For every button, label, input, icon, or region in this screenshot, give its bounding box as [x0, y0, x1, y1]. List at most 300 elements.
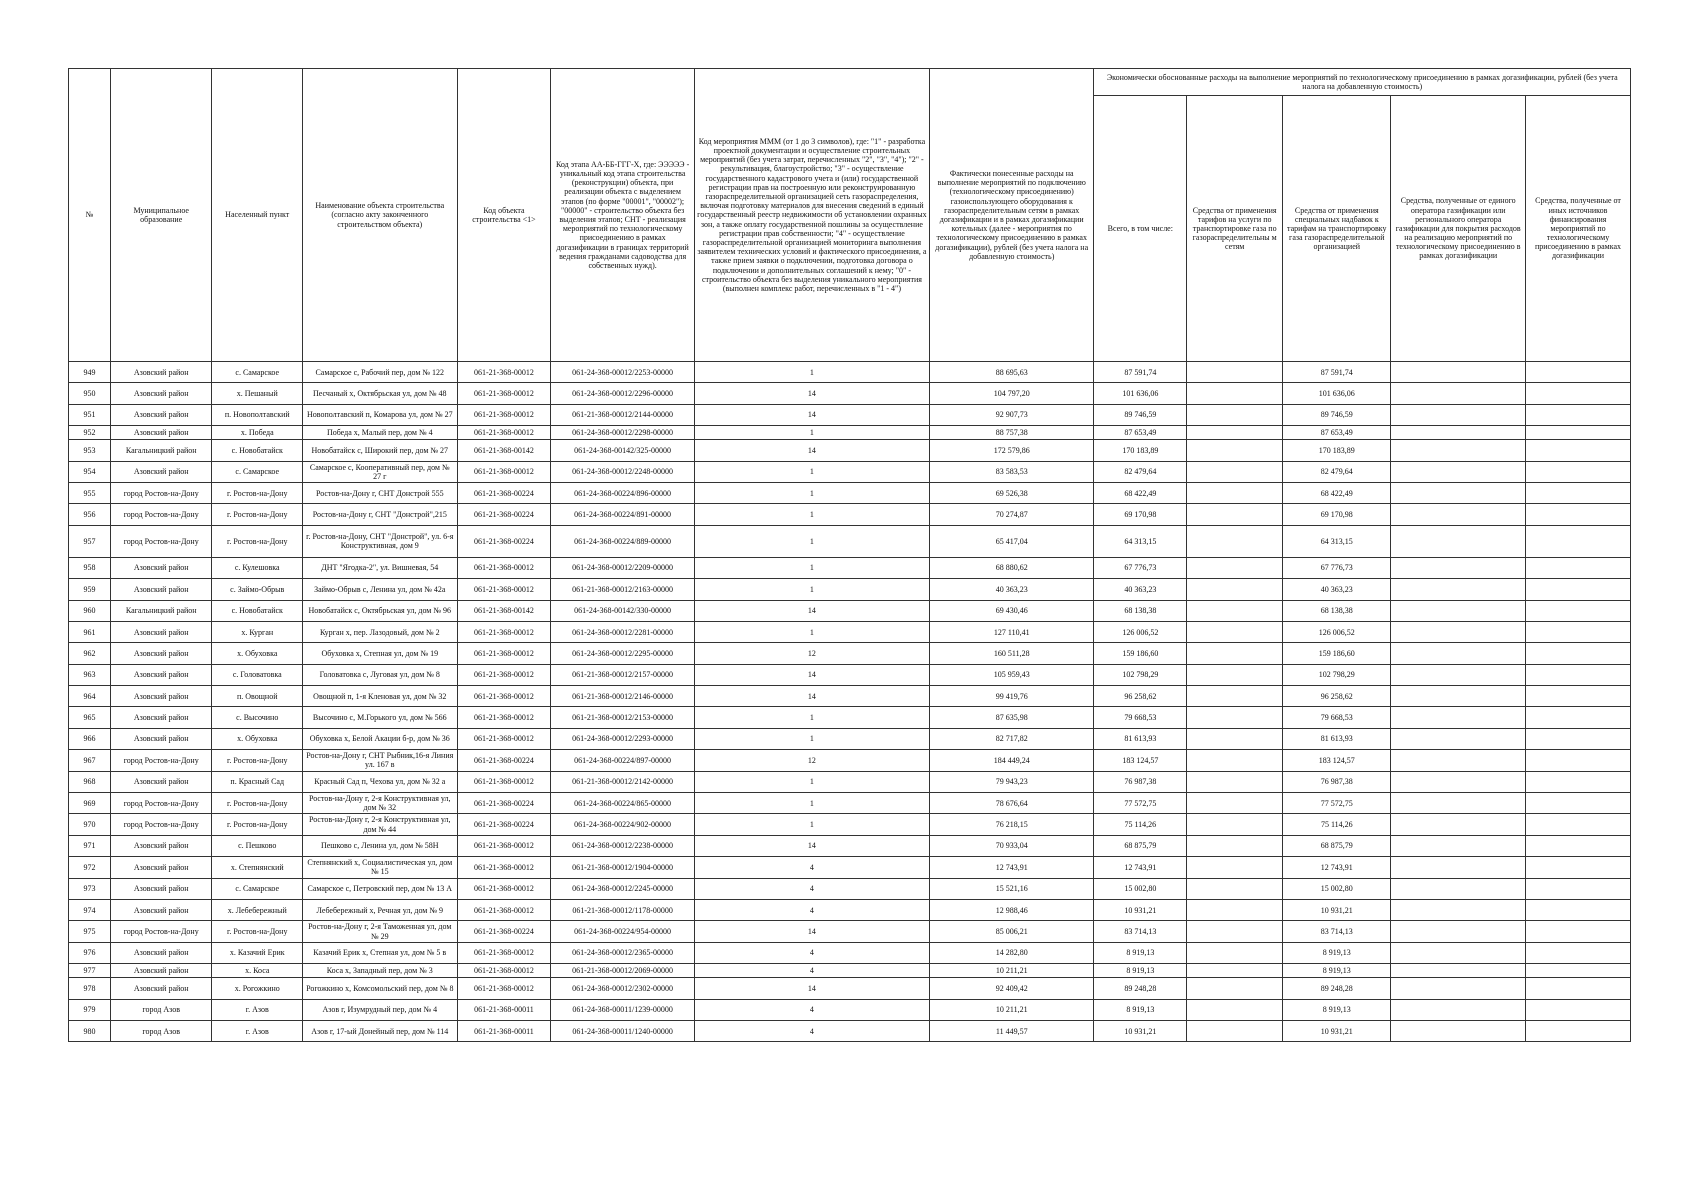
operator-funds-cell	[1391, 461, 1526, 482]
stage-code-cell: 061-24-368-00224/896-00000	[551, 482, 695, 503]
actual-costs-cell: 68 880,62	[929, 557, 1093, 578]
actual-costs-cell: 15 521,16	[929, 878, 1093, 899]
other-funds-cell	[1526, 621, 1631, 642]
actual-costs-cell: 12 988,46	[929, 899, 1093, 920]
surcharge-funds-cell: 87 653,49	[1283, 426, 1391, 440]
operator-funds-cell	[1391, 728, 1526, 749]
municipality-cell: город Ростов-на-Дону	[110, 482, 212, 503]
settlement-cell: п. Овощной	[212, 686, 303, 707]
table-row	[69, 557, 1631, 578]
settlement-cell: г. Ростов-на-Дону	[212, 750, 303, 771]
row-number: 960	[69, 600, 111, 621]
header-group-title: Экономически обоснованные расходы на выполнение мероприятий по технологическому присоединению в рамках догазификации, рублей (без учета налога на добавленную стоимость)	[1094, 69, 1631, 96]
row-number: 950	[69, 383, 111, 404]
other-funds-cell	[1526, 383, 1631, 404]
object-code-cell: 061-21-368-00012	[457, 686, 551, 707]
operator-funds-cell	[1391, 643, 1526, 664]
municipality-cell: Азовский район	[110, 686, 212, 707]
operator-funds-cell	[1391, 999, 1526, 1020]
surcharge-funds-cell: 75 114,26	[1283, 814, 1391, 835]
object-code-cell: 061-21-368-00012	[457, 878, 551, 899]
actual-costs-cell: 70 933,04	[929, 835, 1093, 856]
object-code-cell: 061-21-368-00012	[457, 899, 551, 920]
tariff-funds-cell	[1187, 899, 1283, 920]
measure-code-cell: 14	[694, 440, 929, 461]
actual-costs-cell: 12 743,91	[929, 857, 1093, 878]
actual-costs-cell: 76 218,15	[929, 814, 1093, 835]
table-row	[69, 707, 1631, 728]
tariff-funds-cell	[1187, 525, 1283, 557]
tariff-funds-cell	[1187, 686, 1283, 707]
object-code-cell: 061-21-368-00224	[457, 525, 551, 557]
total-cell: 8 919,13	[1094, 964, 1187, 978]
object-name-cell: Самарское с, Петровский пер, дом № 13 А	[303, 878, 458, 899]
object-name-cell: Новобатайск с, Октябрьская ул, дом № 96	[303, 600, 458, 621]
tariff-funds-cell	[1187, 978, 1283, 999]
measure-code-cell: 1	[694, 461, 929, 482]
actual-costs-cell: 88 695,63	[929, 362, 1093, 383]
tariff-funds-cell	[1187, 426, 1283, 440]
measure-code-cell: 14	[694, 404, 929, 425]
object-code-cell: 061-21-368-00011	[457, 1020, 551, 1041]
row-number: 972	[69, 857, 111, 878]
surcharge-funds-cell: 89 248,28	[1283, 978, 1391, 999]
object-name-cell: Обуховка х, Степная ул, дом № 19	[303, 643, 458, 664]
actual-costs-cell: 40 363,23	[929, 579, 1093, 600]
row-number: 976	[69, 942, 111, 963]
settlement-cell: с. Новобатайск	[212, 440, 303, 461]
row-number: 959	[69, 579, 111, 600]
municipality-cell: Азовский район	[110, 557, 212, 578]
operator-funds-cell	[1391, 404, 1526, 425]
tariff-funds-cell	[1187, 728, 1283, 749]
settlement-cell: п. Новополтавский	[212, 404, 303, 425]
object-name-cell: Коса х, Западный пер, дом № 3	[303, 964, 458, 978]
total-cell: 10 931,21	[1094, 899, 1187, 920]
total-cell: 126 006,52	[1094, 621, 1187, 642]
object-code-cell: 061-21-368-00012	[457, 964, 551, 978]
row-number: 978	[69, 978, 111, 999]
other-funds-cell	[1526, 793, 1631, 814]
stage-code-cell: 061-24-368-00012/2248-00000	[551, 461, 695, 482]
tariff-funds-cell	[1187, 664, 1283, 685]
settlement-cell: х. Обуховка	[212, 643, 303, 664]
measure-code-cell: 1	[694, 771, 929, 792]
stage-code-cell: 061-24-368-00012/2302-00000	[551, 978, 695, 999]
table-row	[69, 482, 1631, 503]
operator-funds-cell	[1391, 771, 1526, 792]
surcharge-funds-cell: 81 613,93	[1283, 728, 1391, 749]
actual-costs-cell: 92 409,42	[929, 978, 1093, 999]
object-name-cell: Самарское с, Кооперативный пер, дом № 27 г	[303, 461, 458, 482]
municipality-cell: Азовский район	[110, 899, 212, 920]
measure-code-cell: 12	[694, 750, 929, 771]
other-funds-cell	[1526, 504, 1631, 525]
municipality-cell: Азовский район	[110, 942, 212, 963]
table-row	[69, 814, 1631, 835]
measure-code-cell: 1	[694, 482, 929, 503]
operator-funds-cell	[1391, 686, 1526, 707]
operator-funds-cell	[1391, 942, 1526, 963]
other-funds-cell	[1526, 461, 1631, 482]
municipality-cell: Азовский район	[110, 383, 212, 404]
surcharge-funds-cell: 77 572,75	[1283, 793, 1391, 814]
header-num: №	[69, 69, 111, 362]
operator-funds-cell	[1391, 964, 1526, 978]
surcharge-funds-cell: 64 313,15	[1283, 525, 1391, 557]
header-stage-code: Код этапа АА-ББ-ГГГ-Х, где: ЭЭЭЭЭ - уникальный код этапа строительства (реконструкции) объекта, при реализации объекта с выделением этапов (по форме "00001", "00002"); "00000" - строительство объекта без выделения этапов; СНТ - реализация мероприятий по технологическому присоединению в рамках догазификации в границах территорий ведения гражданами садоводства для собственных нужд).	[551, 69, 695, 362]
object-name-cell: Ростов-на-Дону г, СНТ Рыбник,16-я Линия ул. 167 в	[303, 750, 458, 771]
table-row	[69, 600, 1631, 621]
other-funds-cell	[1526, 750, 1631, 771]
total-cell: 64 313,15	[1094, 525, 1187, 557]
tariff-funds-cell	[1187, 643, 1283, 664]
measure-code-cell: 1	[694, 793, 929, 814]
row-number: 977	[69, 964, 111, 978]
actual-costs-cell: 160 511,28	[929, 643, 1093, 664]
object-code-cell: 061-21-368-00012	[457, 557, 551, 578]
stage-code-cell: 061-24-368-00011/1240-00000	[551, 1020, 695, 1041]
object-code-cell: 061-21-368-00012	[457, 362, 551, 383]
object-name-cell: Победа х, Малый пер, дом № 4	[303, 426, 458, 440]
municipality-cell: город Ростов-на-Дону	[110, 525, 212, 557]
measure-code-cell: 1	[694, 362, 929, 383]
actual-costs-cell: 11 449,57	[929, 1020, 1093, 1041]
header-tariff-funds: Средства от применения тарифов на услуги по транспортировке газа по газораспределительны м сетям	[1187, 96, 1283, 362]
total-cell: 159 186,60	[1094, 643, 1187, 664]
operator-funds-cell	[1391, 878, 1526, 899]
object-name-cell: Самарское с, Рабочий пер, дом № 122	[303, 362, 458, 383]
object-code-cell: 061-21-368-00012	[457, 383, 551, 404]
other-funds-cell	[1526, 426, 1631, 440]
tariff-funds-cell	[1187, 793, 1283, 814]
object-name-cell: Высочино с, М.Горького ул, дом № 566	[303, 707, 458, 728]
total-cell: 40 363,23	[1094, 579, 1187, 600]
municipality-cell: Азовский район	[110, 878, 212, 899]
row-number: 971	[69, 835, 111, 856]
tariff-funds-cell	[1187, 579, 1283, 600]
surcharge-funds-cell: 183 124,57	[1283, 750, 1391, 771]
operator-funds-cell	[1391, 440, 1526, 461]
settlement-cell: г. Ростов-на-Дону	[212, 793, 303, 814]
total-cell: 67 776,73	[1094, 557, 1187, 578]
other-funds-cell	[1526, 579, 1631, 600]
other-funds-cell	[1526, 362, 1631, 383]
tariff-funds-cell	[1187, 461, 1283, 482]
municipality-cell: Азовский район	[110, 728, 212, 749]
stage-code-cell: 061-21-368-00012/2153-00000	[551, 707, 695, 728]
actual-costs-cell: 70 274,87	[929, 504, 1093, 525]
object-code-cell: 061-21-368-00224	[457, 814, 551, 835]
row-number: 966	[69, 728, 111, 749]
settlement-cell: п. Красный Сад	[212, 771, 303, 792]
settlement-cell: х. Казачий Ерик	[212, 942, 303, 963]
settlement-cell: с. Самарское	[212, 461, 303, 482]
cost-report-sheet	[68, 68, 1631, 1125]
municipality-cell: Азовский район	[110, 857, 212, 878]
municipality-cell: Азовский район	[110, 978, 212, 999]
object-code-cell: 061-21-368-00012	[457, 771, 551, 792]
object-name-cell: Ростов-на-Дону г, СНТ Донстрой 555	[303, 482, 458, 503]
table-row	[69, 793, 1631, 814]
total-cell: 8 919,13	[1094, 942, 1187, 963]
object-code-cell: 061-21-368-00012	[457, 978, 551, 999]
table-row	[69, 964, 1631, 978]
other-funds-cell	[1526, 921, 1631, 942]
other-funds-cell	[1526, 600, 1631, 621]
tariff-funds-cell	[1187, 999, 1283, 1020]
other-funds-cell	[1526, 771, 1631, 792]
total-cell: 68 138,38	[1094, 600, 1187, 621]
tariff-funds-cell	[1187, 921, 1283, 942]
surcharge-funds-cell: 10 931,21	[1283, 1020, 1391, 1041]
settlement-cell: г. Ростов-на-Дону	[212, 482, 303, 503]
row-number: 955	[69, 482, 111, 503]
other-funds-cell	[1526, 404, 1631, 425]
other-funds-cell	[1526, 686, 1631, 707]
stage-code-cell: 061-21-368-00012/2163-00000	[551, 579, 695, 600]
total-cell: 170 183,89	[1094, 440, 1187, 461]
total-cell: 75 114,26	[1094, 814, 1187, 835]
object-name-cell: Овощной п, 1-я Кленовая ул, дом № 32	[303, 686, 458, 707]
stage-code-cell: 061-24-368-00012/2209-00000	[551, 557, 695, 578]
operator-funds-cell	[1391, 525, 1526, 557]
settlement-cell: с. Кулешовка	[212, 557, 303, 578]
measure-code-cell: 12	[694, 643, 929, 664]
municipality-cell: город Ростов-на-Дону	[110, 814, 212, 835]
surcharge-funds-cell: 15 002,80	[1283, 878, 1391, 899]
actual-costs-cell: 85 006,21	[929, 921, 1093, 942]
row-number: 974	[69, 899, 111, 920]
actual-costs-cell: 99 419,76	[929, 686, 1093, 707]
municipality-cell: Азовский район	[110, 771, 212, 792]
municipality-cell: город Ростов-на-Дону	[110, 504, 212, 525]
object-code-cell: 061-21-368-00142	[457, 600, 551, 621]
table-row	[69, 686, 1631, 707]
actual-costs-cell: 10 211,21	[929, 964, 1093, 978]
settlement-cell: с. Высочино	[212, 707, 303, 728]
table-row	[69, 921, 1631, 942]
settlement-cell: с. Самарское	[212, 878, 303, 899]
surcharge-funds-cell: 68 138,38	[1283, 600, 1391, 621]
total-cell: 76 987,38	[1094, 771, 1187, 792]
row-number: 965	[69, 707, 111, 728]
settlement-cell: х. Коса	[212, 964, 303, 978]
table-row	[69, 835, 1631, 856]
measure-code-cell: 14	[694, 978, 929, 999]
total-cell: 8 919,13	[1094, 999, 1187, 1020]
tariff-funds-cell	[1187, 942, 1283, 963]
row-number: 975	[69, 921, 111, 942]
tariff-funds-cell	[1187, 964, 1283, 978]
other-funds-cell	[1526, 899, 1631, 920]
header-municipality: Муниципальное образование	[110, 69, 212, 362]
header-object-code: Код объекта строительства <1>	[457, 69, 551, 362]
operator-funds-cell	[1391, 750, 1526, 771]
stage-code-cell: 061-24-368-00224/865-00000	[551, 793, 695, 814]
table-row	[69, 899, 1631, 920]
municipality-cell: город Азов	[110, 1020, 212, 1041]
stage-code-cell: 061-21-368-00012/2157-00000	[551, 664, 695, 685]
stage-code-cell: 061-24-368-00142/330-00000	[551, 600, 695, 621]
object-name-cell: Песчаный х, Октябрьская ул, дом № 48	[303, 383, 458, 404]
object-name-cell: Красный Сад п, Чехова ул, дом № 32 а	[303, 771, 458, 792]
table-header	[69, 69, 1631, 362]
municipality-cell: Азовский район	[110, 621, 212, 642]
surcharge-funds-cell: 83 714,13	[1283, 921, 1391, 942]
header-operator-funds: Средства, полученные от единого оператора газификации или регионального оператора газификации для покрытия расходов на реализацию мероприятий по технологическому присоединению в рамках догазификации	[1391, 96, 1526, 362]
object-name-cell: Ростов-на-Дону г, 2-я Конструктивная ул, дом № 32	[303, 793, 458, 814]
table-row	[69, 579, 1631, 600]
table-row	[69, 643, 1631, 664]
settlement-cell: х. Курган	[212, 621, 303, 642]
table-row	[69, 978, 1631, 999]
settlement-cell: х. Обуховка	[212, 728, 303, 749]
other-funds-cell	[1526, 814, 1631, 835]
row-number: 964	[69, 686, 111, 707]
surcharge-funds-cell: 68 422,49	[1283, 482, 1391, 503]
municipality-cell: Азовский район	[110, 461, 212, 482]
object-name-cell: Займо-Обрыв с, Ленина ул, дом № 42а	[303, 579, 458, 600]
surcharge-funds-cell: 79 668,53	[1283, 707, 1391, 728]
actual-costs-cell: 69 526,38	[929, 482, 1093, 503]
settlement-cell: г. Ростов-на-Дону	[212, 921, 303, 942]
settlement-cell: г. Ростов-на-Дону	[212, 814, 303, 835]
table-row	[69, 878, 1631, 899]
object-name-cell: Обуховка х, Белой Акации б-р, дом № 36	[303, 728, 458, 749]
table-row	[69, 942, 1631, 963]
actual-costs-cell: 92 907,73	[929, 404, 1093, 425]
row-number: 973	[69, 878, 111, 899]
tariff-funds-cell	[1187, 750, 1283, 771]
stage-code-cell: 061-21-368-00012/2144-00000	[551, 404, 695, 425]
object-code-cell: 061-21-368-00224	[457, 921, 551, 942]
actual-costs-cell: 87 635,98	[929, 707, 1093, 728]
table-row	[69, 504, 1631, 525]
other-funds-cell	[1526, 999, 1631, 1020]
tariff-funds-cell	[1187, 600, 1283, 621]
object-code-cell: 061-21-368-00012	[457, 728, 551, 749]
row-number: 951	[69, 404, 111, 425]
object-name-cell: Головатовка с, Луговая ул, дом № 8	[303, 664, 458, 685]
tariff-funds-cell	[1187, 504, 1283, 525]
stage-code-cell: 061-24-368-00011/1239-00000	[551, 999, 695, 1020]
surcharge-funds-cell: 87 591,74	[1283, 362, 1391, 383]
costs-table	[68, 68, 1631, 1042]
municipality-cell: Азовский район	[110, 643, 212, 664]
object-code-cell: 061-21-368-00012	[457, 426, 551, 440]
measure-code-cell: 14	[694, 664, 929, 685]
operator-funds-cell	[1391, 707, 1526, 728]
total-cell: 101 636,06	[1094, 383, 1187, 404]
operator-funds-cell	[1391, 857, 1526, 878]
total-cell: 15 002,80	[1094, 878, 1187, 899]
object-code-cell: 061-21-368-00012	[457, 404, 551, 425]
row-number: 969	[69, 793, 111, 814]
measure-code-cell: 1	[694, 579, 929, 600]
object-name-cell: Ростов-на-Дону г, 2-я Таможенная ул, дом № 29	[303, 921, 458, 942]
municipality-cell: Азовский район	[110, 579, 212, 600]
measure-code-cell: 14	[694, 383, 929, 404]
table-row	[69, 426, 1631, 440]
table-row	[69, 750, 1631, 771]
object-code-cell: 061-21-368-00224	[457, 750, 551, 771]
municipality-cell: Кагальницкий район	[110, 440, 212, 461]
municipality-cell: Азовский район	[110, 664, 212, 685]
stage-code-cell: 061-24-368-00012/2293-00000	[551, 728, 695, 749]
total-cell: 83 714,13	[1094, 921, 1187, 942]
other-funds-cell	[1526, 440, 1631, 461]
settlement-cell: г. Азов	[212, 1020, 303, 1041]
measure-code-cell: 1	[694, 814, 929, 835]
table-row	[69, 383, 1631, 404]
settlement-cell: с. Пешково	[212, 835, 303, 856]
tariff-funds-cell	[1187, 1020, 1283, 1041]
actual-costs-cell: 172 579,86	[929, 440, 1093, 461]
stage-code-cell: 061-21-368-00012/1904-00000	[551, 857, 695, 878]
settlement-cell: х. Степнянский	[212, 857, 303, 878]
operator-funds-cell	[1391, 835, 1526, 856]
other-funds-cell	[1526, 835, 1631, 856]
actual-costs-cell: 105 959,43	[929, 664, 1093, 685]
stage-code-cell: 061-24-368-00224/891-00000	[551, 504, 695, 525]
stage-code-cell: 061-24-368-00012/2365-00000	[551, 942, 695, 963]
total-cell: 81 613,93	[1094, 728, 1187, 749]
object-code-cell: 061-21-368-00011	[457, 999, 551, 1020]
table-body	[69, 362, 1631, 1042]
stage-code-cell: 061-24-368-00012/2238-00000	[551, 835, 695, 856]
municipality-cell: Азовский район	[110, 404, 212, 425]
other-funds-cell	[1526, 482, 1631, 503]
surcharge-funds-cell: 10 931,21	[1283, 899, 1391, 920]
actual-costs-cell: 10 211,21	[929, 999, 1093, 1020]
municipality-cell: Азовский район	[110, 835, 212, 856]
table-row	[69, 1020, 1631, 1041]
surcharge-funds-cell: 67 776,73	[1283, 557, 1391, 578]
settlement-cell: с. Самарское	[212, 362, 303, 383]
actual-costs-cell: 88 757,38	[929, 426, 1093, 440]
operator-funds-cell	[1391, 814, 1526, 835]
object-name-cell: Лебебережный х, Речная ул, дом № 9	[303, 899, 458, 920]
surcharge-funds-cell: 69 170,98	[1283, 504, 1391, 525]
object-code-cell: 061-21-368-00012	[457, 942, 551, 963]
object-code-cell: 061-21-368-00012	[457, 707, 551, 728]
header-object-name: Наименование объекта строительства (согласно акту законченного строительством объекта)	[303, 69, 458, 362]
total-cell: 183 124,57	[1094, 750, 1187, 771]
other-funds-cell	[1526, 728, 1631, 749]
object-code-cell: 061-21-368-00012	[457, 664, 551, 685]
total-cell: 82 479,64	[1094, 461, 1187, 482]
total-cell: 96 258,62	[1094, 686, 1187, 707]
header-settlement: Населенный пункт	[212, 69, 303, 362]
header-other-funds: Средства, полученные от иных источников финансирования мероприятий по технологическому присоединению в рамках догазификации	[1526, 96, 1631, 362]
row-number: 967	[69, 750, 111, 771]
operator-funds-cell	[1391, 504, 1526, 525]
surcharge-funds-cell: 8 919,13	[1283, 964, 1391, 978]
row-number: 953	[69, 440, 111, 461]
surcharge-funds-cell: 159 186,60	[1283, 643, 1391, 664]
surcharge-funds-cell: 8 919,13	[1283, 999, 1391, 1020]
municipality-cell: Азовский район	[110, 964, 212, 978]
row-number: 968	[69, 771, 111, 792]
stage-code-cell: 061-24-368-00012/2296-00000	[551, 383, 695, 404]
settlement-cell: х. Победа	[212, 426, 303, 440]
actual-costs-cell: 78 676,64	[929, 793, 1093, 814]
measure-code-cell: 4	[694, 1020, 929, 1041]
total-cell: 77 572,75	[1094, 793, 1187, 814]
object-name-cell: Новополтавский п, Комарова ул, дом № 27	[303, 404, 458, 425]
object-name-cell: Новобатайск с, Широкий пер, дом № 27	[303, 440, 458, 461]
